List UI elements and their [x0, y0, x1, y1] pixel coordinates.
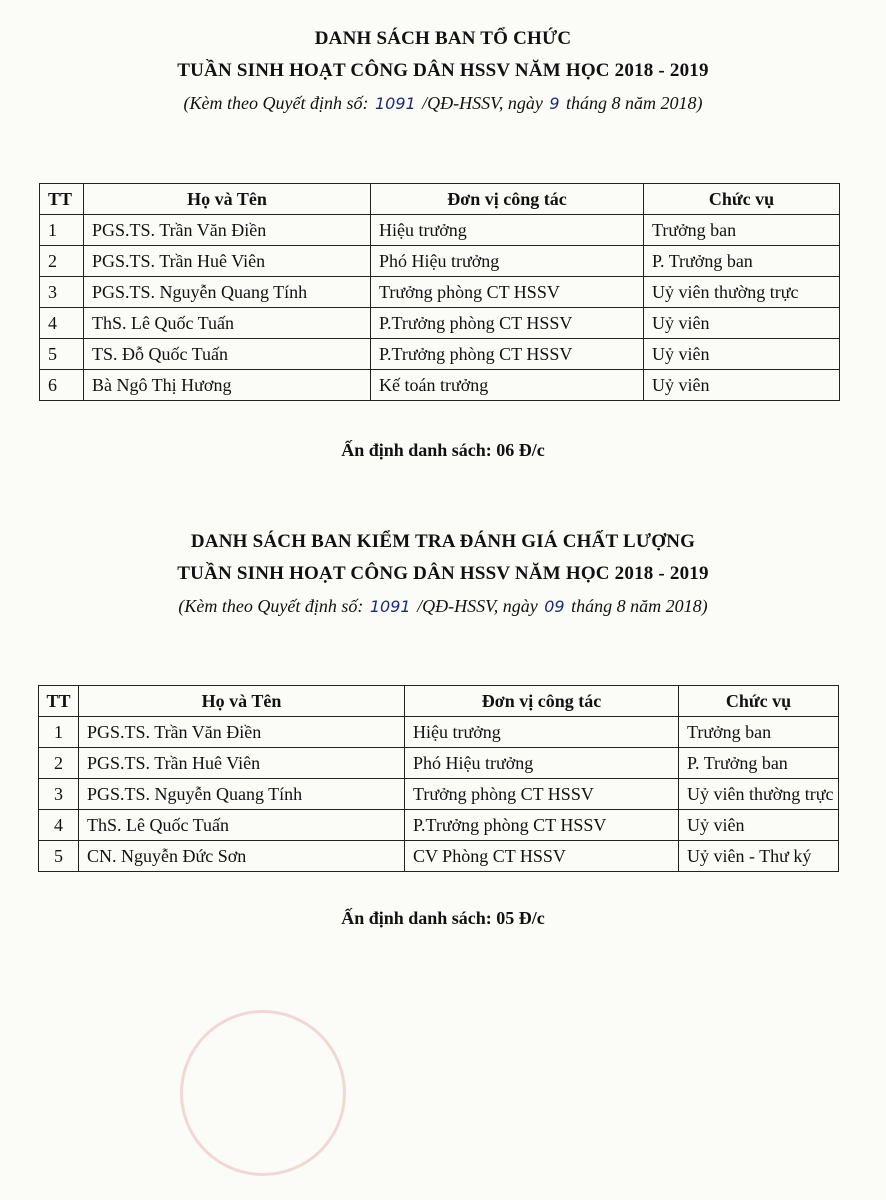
row-name: ThS. Lê Quốc Tuấn [84, 308, 371, 339]
row-position: P. Trưởng ban [644, 246, 840, 277]
table-row [40, 246, 840, 277]
row-tt: 5 [39, 841, 79, 872]
section2-decision-number: 1091 [369, 597, 411, 616]
header-position: Chức vụ [644, 184, 840, 215]
row-position: Uỷ viên thường trực [679, 779, 839, 810]
row-name: PGS.TS. Nguyễn Quang Tính [84, 277, 371, 308]
table-row [40, 370, 840, 401]
row-name: PGS.TS. Nguyễn Quang Tính [79, 779, 405, 810]
table-row [39, 841, 839, 872]
table-row [40, 277, 840, 308]
section1-title-line1: DANH SÁCH BAN TỔ CHỨC [314, 28, 572, 49]
row-position: Trưởng ban [679, 717, 839, 748]
table-row [39, 717, 839, 748]
header-tt: TT [39, 686, 79, 717]
row-name: ThS. Lê Quốc Tuấn [79, 810, 405, 841]
table-row [40, 308, 840, 339]
row-position: P. Trưởng ban [679, 748, 839, 779]
row-name: PGS.TS. Trần Huê Viên [79, 748, 405, 779]
section1-day: 9 [549, 94, 560, 113]
section1-title-line2: TUẦN SINH HOẠT CÔNG DÂN HSSV NĂM HỌC 2018 - 2019 [177, 60, 709, 81]
row-name: PGS.TS. Trần Văn Điền [84, 215, 371, 246]
row-tt: 1 [39, 717, 79, 748]
table-row [40, 339, 840, 370]
table-row [39, 810, 839, 841]
row-unit: Phó Hiệu trưởng [371, 246, 644, 277]
section2-subtitle-mid: /QĐ-HSSV, ngày [417, 596, 538, 616]
row-unit: Trưởng phòng CT HSSV [405, 779, 679, 810]
row-position: Uỷ viên [679, 810, 839, 841]
section1-table [39, 183, 840, 401]
row-unit: Hiệu trưởng [371, 215, 644, 246]
row-position: Uỷ viên [644, 308, 840, 339]
row-tt: 3 [39, 779, 79, 810]
section2-title-line1: DANH SÁCH BAN KIỂM TRA ĐÁNH GIÁ CHẤT LƯỢNG [190, 531, 696, 552]
row-tt: 5 [40, 339, 84, 370]
row-name: Bà Ngô Thị Hương [84, 370, 371, 401]
row-tt: 2 [40, 246, 84, 277]
header-name: Họ và Tên [84, 184, 371, 215]
row-position: Uỷ viên - Thư ký [679, 841, 839, 872]
row-tt: 3 [40, 277, 84, 308]
section1-subtitle-post: tháng 8 năm 2018) [566, 93, 703, 113]
row-tt: 1 [40, 215, 84, 246]
header-tt: TT [40, 184, 84, 215]
section1-fixed-count: Ấn định danh sách: 06 Đ/c [341, 440, 545, 460]
header-name: Họ và Tên [79, 686, 405, 717]
section2-fixed-count: Ấn định danh sách: 05 Đ/c [341, 908, 545, 928]
row-tt: 4 [40, 308, 84, 339]
row-position: Trưởng ban [644, 215, 840, 246]
row-unit: P.Trưởng phòng CT HSSV [371, 339, 644, 370]
section2-title-line2: TUẦN SINH HOẠT CÔNG DÂN HSSV NĂM HỌC 2018 - 2019 [177, 563, 709, 584]
section1-subtitle-pre: (Kèm theo Quyết định số: [183, 93, 369, 113]
row-name: CN. Nguyễn Đức Sơn [79, 841, 405, 872]
header-unit: Đơn vị công tác [371, 184, 644, 215]
section2-day: 09 [544, 597, 565, 616]
section2-table [38, 685, 839, 872]
row-unit: Phó Hiệu trưởng [405, 748, 679, 779]
section2-subtitle-pre: (Kèm theo Quyết định số: [178, 596, 364, 616]
row-unit: P.Trưởng phòng CT HSSV [405, 810, 679, 841]
row-tt: 4 [39, 810, 79, 841]
table-row [40, 215, 840, 246]
row-position: Uỷ viên thường trực [644, 277, 840, 308]
header-position: Chức vụ [679, 686, 839, 717]
row-unit: P.Trưởng phòng CT HSSV [371, 308, 644, 339]
faint-stamp-mark [180, 1010, 346, 1176]
row-tt: 6 [40, 370, 84, 401]
row-unit: CV Phòng CT HSSV [405, 841, 679, 872]
row-unit: Trưởng phòng CT HSSV [371, 277, 644, 308]
row-unit: Hiệu trưởng [405, 717, 679, 748]
section1-decision-number: 1091 [374, 94, 416, 113]
row-tt: 2 [39, 748, 79, 779]
section2-subtitle [0, 596, 886, 617]
section2-subtitle-post: tháng 8 năm 2018) [571, 596, 708, 616]
row-name: PGS.TS. Trần Văn Điền [79, 717, 405, 748]
row-unit: Kế toán trưởng [371, 370, 644, 401]
table-row [39, 748, 839, 779]
row-position: Uỷ viên [644, 339, 840, 370]
row-name: PGS.TS. Trần Huê Viên [84, 246, 371, 277]
section1-subtitle [0, 93, 886, 114]
row-position: Uỷ viên [644, 370, 840, 401]
table-row [39, 779, 839, 810]
header-unit: Đơn vị công tác [405, 686, 679, 717]
section1-subtitle-mid: /QĐ-HSSV, ngày [422, 93, 543, 113]
section2-table-header [39, 686, 839, 717]
row-name: TS. Đỗ Quốc Tuấn [84, 339, 371, 370]
section1-table-header [40, 184, 840, 215]
